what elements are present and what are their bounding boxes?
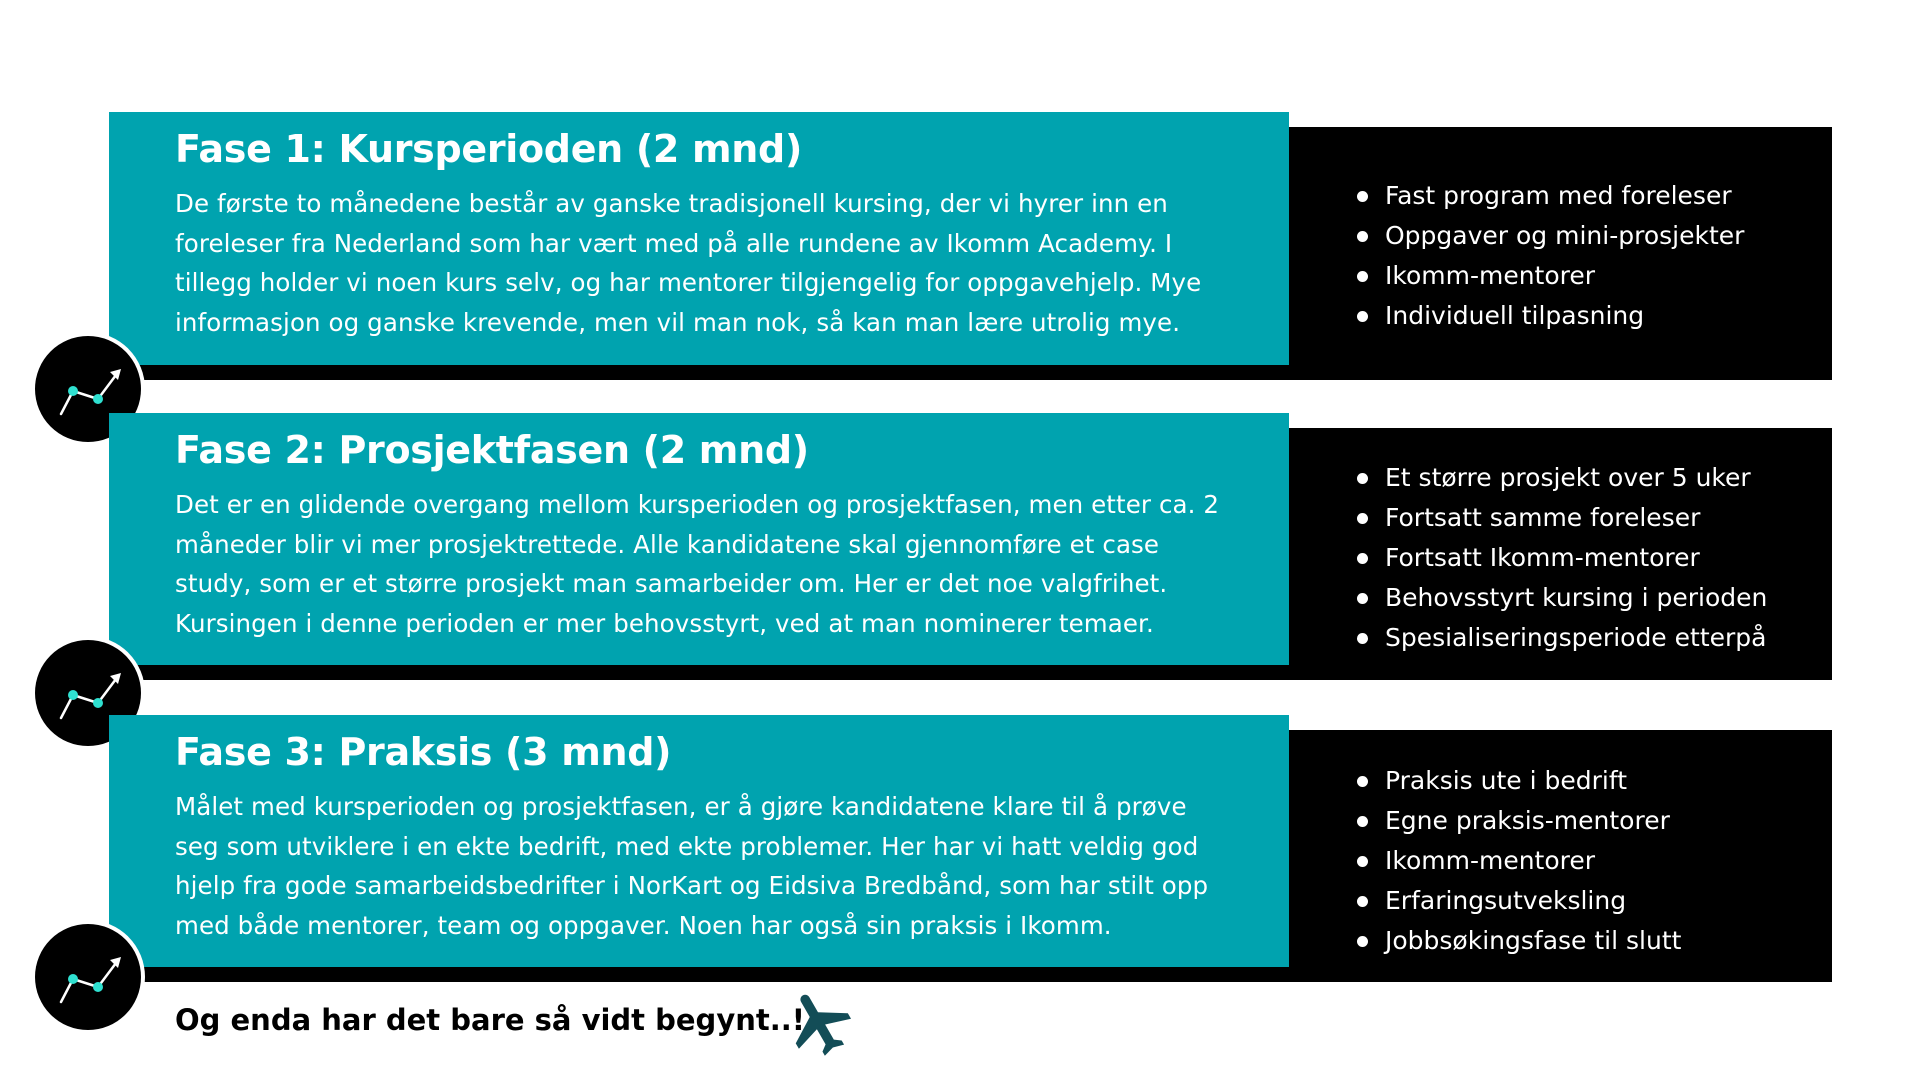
bullet-item: Behovsstyrt kursing i perioden <box>1355 578 1767 618</box>
phase-2-description-box <box>109 413 1289 665</box>
bullet-item: Egne praksis-mentorer <box>1355 801 1681 841</box>
phase-1-description: De første to månedene består av ganske tradisjonell kursing, der vi hyrer inn en foreleser fra Nederland som har vært med på alle rundene av Ikomm Academy. I tillegg holder vi noen kurs selv, og har mentorer tilgjengelig for oppgavehjelp. Mye informasjon og ganske krevende, men vil man nok, så kan man lære utrolig mye. <box>175 189 1202 337</box>
bullet-item: Ikomm-mentorer <box>1355 256 1744 296</box>
bullet-item: Praksis ute i bedrift <box>1355 761 1681 801</box>
phase-1-bullets <box>1355 176 1744 336</box>
phase-3-title: Fase 3: Praksis (3 mnd) <box>175 730 672 774</box>
bullet-item: Fast program med foreleser <box>1355 176 1744 216</box>
phase-3-bullets <box>1355 761 1681 961</box>
phase-3-description-box <box>109 715 1289 967</box>
bullet-item: Fortsatt samme foreleser <box>1355 498 1767 538</box>
bullet-item: Jobbsøkingsfase til slutt <box>1355 921 1681 961</box>
phase-2-description: Det er en glidende overgang mellom kursperioden og prosjektfasen, men etter ca. 2 måneder blir vi mer prosjektrettede. Alle kandidatene skal gjennomføre et case study, som er et større prosjekt man samarbeider om. Her er det noe valgfrihet. Kursingen i denne perioden er mer behovsstyrt, ved at man nominerer temaer. <box>175 490 1220 638</box>
phase-1-title: Fase 1: Kursperioden (2 mnd) <box>175 127 803 171</box>
phase-1-description-box <box>109 112 1289 365</box>
bullet-item: Erfaringsutveksling <box>1355 881 1681 921</box>
airplane-icon <box>782 984 858 1060</box>
bullet-item: Individuell tilpasning <box>1355 296 1744 336</box>
bullet-item: Oppgaver og mini-prosjekter <box>1355 216 1744 256</box>
bullet-item: Ikomm-mentorer <box>1355 841 1681 881</box>
bullet-item: Fortsatt Ikomm-mentorer <box>1355 538 1767 578</box>
phase-3-description: Målet med kursperioden og prosjektfasen, er å gjøre kandidatene klare til å prøve seg som utviklere i en ekte bedrift, med ekte problemer. Her har vi hatt veldig god hjelp fra gode samarbeidsbedrifter i NorKart og Eidsiva Bredbånd, som har stilt opp med både mentorer, team og oppgaver. Noen har også sin praksis i Ikomm. <box>175 792 1209 940</box>
trend-chart-icon <box>35 924 141 1030</box>
phase-2-bullets <box>1355 458 1767 658</box>
phase-2-title: Fase 2: Prosjektfasen (2 mnd) <box>175 428 809 472</box>
closing-text: Og enda har det bare så vidt begynt..! <box>175 1003 805 1037</box>
bullet-item: Spesialiseringsperiode etterpå <box>1355 618 1767 658</box>
bullet-item: Et større prosjekt over 5 uker <box>1355 458 1767 498</box>
